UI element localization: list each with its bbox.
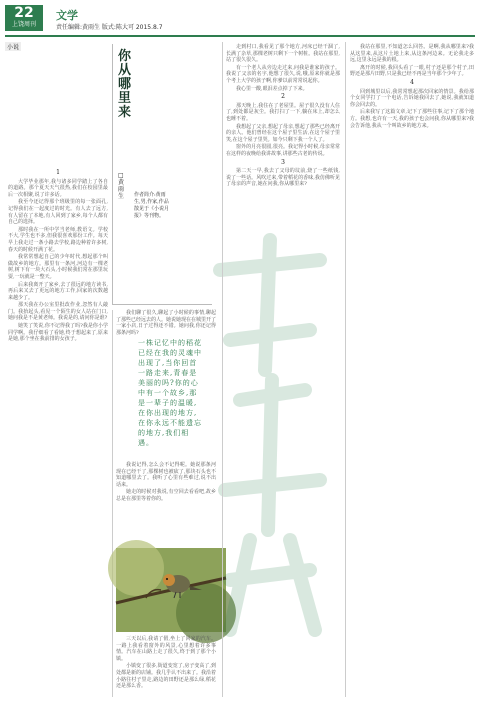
paragraph: 回到城里以后,我常常想起那次回家的情景。我给那个女同学打了一个电话,告诉她我回去了,她说,我就知道你会回去的。 (350, 88, 474, 108)
article-title: 你从哪里来 (118, 49, 132, 120)
title-box-bottom (112, 304, 212, 305)
paragraph: 我至今还记得那个班级里的每一张面孔,记得我们在一起度过的时光。有人去了远方,有人留在了本地,有人回到了家乡,每个人都有自己的选择。 (8, 199, 108, 226)
column-4 (350, 44, 474, 696)
meta-line: 责任编辑:黄雨生 版式:陈大可 2015.8.7 (56, 24, 163, 31)
paragraph: 我心里一酸,眼泪差点掉了下来。 (236, 85, 308, 92)
column-2-top (116, 310, 217, 336)
paragraph: 我想起了父亲,想起了母亲,想起了那些已经离开的亲人。他们曾经在这个屋子里生活,在这个屋子里笑,在这个屋子里哭。如今只剩下我一个人了。 (226, 123, 340, 143)
page-number: 22 (14, 5, 34, 21)
section-title: 文学 (56, 9, 78, 22)
section-number: 2 (281, 93, 285, 101)
page-header (0, 0, 480, 38)
paragraph: 第二天一早,我去了父母的坟前,烧了一些纸钱,说了一些话。风吹过来,带着稻花的香味,我仿佛听见了母亲的声音,她在问我,你从哪里来? (226, 168, 340, 188)
column-2-bottom (116, 636, 216, 698)
column-divider (112, 310, 113, 697)
column-2-mid (116, 462, 216, 546)
paragraph: 离开的时候,我回头看了一眼,村子还是那个村子,田野还是那片田野,只是我已经不再是当年那个少年了。 (350, 64, 474, 78)
paragraph: 走到村口,我看见了那个地方,河床已经干涸了,长满了杂草,那棵老树只剩下一个树桩。我站在那里,站了很久很久。 (226, 44, 340, 64)
paragraph: 她笑了笑说,你不记得我了吗?我是你小学同学啊。我仔细看了看她,终于想起来了,原来是她,那个坐在我前排的女孩子。 (8, 323, 108, 343)
paragraph: 三天以后,我请了假,坐上了回家的汽车。一路上我看着窗外的风景,心里想着许多事情。汽车在山路上走了很久,终于到了那个小镇。 (116, 636, 216, 662)
paragraph: 后来我离开了家乡,去了很远的地方读书,再后来又去了更远的地方工作,回家的次数越来越少了。 (8, 281, 108, 301)
bird-photo (116, 548, 226, 632)
header-rule (5, 35, 475, 37)
paragraph: 她走的时候对我说,有空回去看看吧,故乡总是在那里等着你的。 (116, 489, 216, 502)
page-number-box (5, 5, 43, 31)
paragraph: 小镇变了很多,街道变宽了,房子变高了,到处都是新的店铺。我几乎认不出来了。我沿着小路往村子里走,路边的田野还是那么绿,稻花还是那么香。 (116, 663, 217, 690)
paragraph: 我说记得,怎么会不记得呢。她说那条河现在已经干了,那棵树也被砍了,那块石头也不知道哪里去了。我听了心里有些难过,说不出话来。 (116, 462, 216, 488)
paragraph: 我常常想起自己的少年时代,想起那个叫做故乡的地方。那里有一条河,河边有一棵老树,树下有一块大石头,小时候我们常在那里玩耍,一玩就是一整天。 (8, 254, 108, 280)
title-box-left (112, 44, 113, 304)
section-number: 1 (56, 169, 60, 176)
paragraph: 大学毕业那年,我与诸多同学踏上了各自的道路。那个夏天天气很热,我们在校园里最后一次相聚,说了许多话。 (8, 178, 108, 198)
column-divider (222, 42, 223, 697)
paragraph: 那天我在办公室里批改作业,忽然有人敲门。我抬起头,看见一个陌生的女人站在门口,她问我是不是黄老师。我说是的,请问你是谁? (8, 302, 108, 322)
paragraph: 有一个老人从旁边走过来,问我是谁家的孩子。我说了父亲的名字,他想了很久,说,哦,原来你就是那个考上大学的孩子啊,你爹以前常常说起你。 (226, 64, 340, 84)
paragraph: 我们聊了很久,聊起了小时候的事情,聊起了那些已经远去的人。她说她现在在城里开了一家小店,日子过得还不错。她问我,你还记得那条河吗? (116, 310, 217, 336)
column-3 (226, 44, 340, 696)
pull-quote: 一株记忆中的稻花已经在我的灵魂中出现了,当你回首一路走来,青春是美丽的吗?你的心中有一个故乡,那是一辈子的温暖,在你出现的地方,在你永远不能遗忘的地方,我们相遇。 (138, 339, 202, 447)
column-1 (8, 168, 108, 693)
paragraph: 那天晚上,我住在了老屋里。屋子很久没有人住了,到处都是灰尘。我打扫了一下,躺在床上,却怎么也睡不着。 (226, 102, 340, 122)
section-number: 3 (281, 158, 285, 166)
column-divider (345, 42, 346, 697)
article-author: □黄雨生 (118, 172, 125, 200)
paragraph: 那时我在一所中学当老师,教语文。学校不大,学生也不多,但我很喜欢那份工作。每天早上我走过一条小路去学校,路边种着许多树,春天的时候开满了花。 (8, 226, 108, 253)
author-bio: 作者简介:黄雨生,男,作家,作品散见于《小说月报》等刊物。 (134, 192, 170, 219)
paper-name: 上饶周刊 (11, 21, 36, 28)
paragraph: 后来我写了这篇文章,记下了那些往事,记下了那个地方。我想,也许有一天,我的孩子也会问我,你从哪里来?我会告诉他,我从一个叫故乡的地方来。 (350, 109, 474, 129)
paragraph: 窗外的月亮很圆,很亮。我记得小时候,母亲常常在这样的夜晚给我讲故事,讲那些古老的传说。 (226, 144, 340, 157)
paragraph: 我站在那里,不知道怎么回答。是啊,我从哪里来?我从这里来,从这片土地上来,从这条河边来。无论我走多远,这里永远是我的根。 (350, 44, 474, 64)
section-number: 4 (410, 78, 414, 86)
section-tag: 小说 (7, 44, 20, 51)
